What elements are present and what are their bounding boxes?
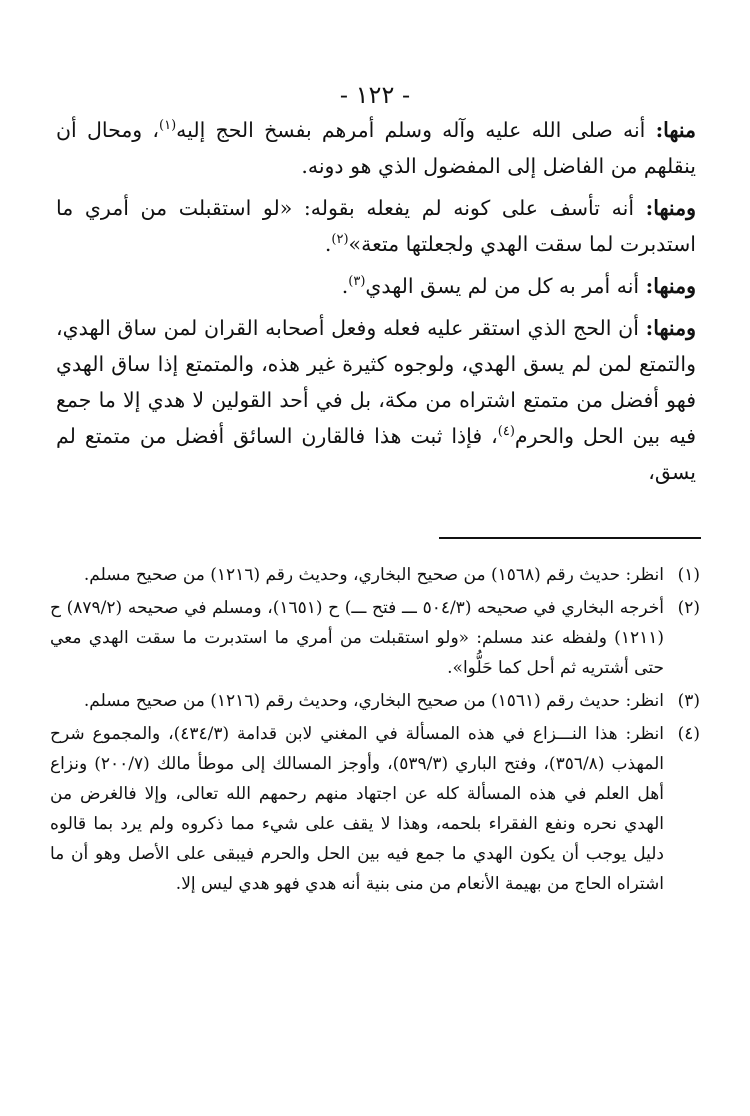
- footnote-text: انظر: حديث رقم (١٥٦٨) من صحيح البخاري، وحديث رقم (١٢١٦) من صحيح مسلم.: [83, 565, 664, 585]
- footnote-number: (٣): [677, 691, 700, 711]
- footnote-number: (٢): [677, 598, 700, 618]
- paragraph-text: .: [341, 274, 349, 298]
- paragraph-lead: ومنها:: [645, 316, 696, 340]
- main-text: [56, 112, 696, 496]
- paragraph: [56, 268, 696, 304]
- footnote-ref: (٤): [497, 424, 515, 440]
- footnote-ref: (٣): [348, 274, 366, 290]
- footnote-separator: [439, 537, 701, 539]
- paragraph: [56, 190, 696, 262]
- footnote-text: انظر: حديث رقم (١٥٦١) من صحيح البخاري، وحديث رقم (١٢١٦) من صحيح مسلم.: [83, 691, 664, 711]
- page-number: - ١٢٢ -: [339, 81, 411, 109]
- footnote-text: أخرجه البخاري في صحيحه (٥٠٤/٣ ـــ فتح ـــ) ح (١٦٥١)، ومسلم في صحيحه (٨٧٩/٢) ح (١٢١١) ولفظه عند مسلم: «ولو استقبلت من أمري ما استدبرت ما سقت الهدي معي حتى أشتريه ثم أحل كما حَلُّوا».: [50, 598, 664, 678]
- paragraph-lead: ومنها:: [645, 274, 696, 298]
- footnote-ref: (٢): [331, 232, 349, 248]
- footnote-text: انظر: هذا النـــزاع في هذه المسألة في المغني لابن قدامة (٤٣٤/٣)، والمجموع شرح المهذب (٣٥٦/٨)، وفتح الباري (٥٣٩/٣)، وأوجز المسالك إلى موطأ مالك (٢٠٠/٧) ونزاع أهل العلم في هذه المسألة كله عن اجتهاد منهم رحمهم الله تعالى، وإلا فالغرض من الهدي نحره ونفع الفقراء بلحمه، وهذا لا يقف على شيء مما ذكروه ولم يرد بما قالوه دليل يوجب أن يكون الهدي ما جمع فيه بين الحل والحرم فيبقى على الأصل وهو أن ما اشتراه الحاج من بهيمة الأنعام من منى بنية أنه هدي فهو هدي ليس إلا.: [50, 724, 665, 894]
- footnote-number: (٤): [677, 724, 700, 744]
- paragraph-text: أن الحج الذي استقر عليه فعله وفعل أصحابه القران لمن ساق الهدي، والتمتع لمن لم يسق الهدي، ولوجوه كثيرة غير هذه، والمتمتع إذا ساق الهدي فهو أفضل من متمتع اشتراه من مكة، بل في أحد القولين لا هدي إلا ما جمع فيه بين الحل والحرم: [56, 316, 696, 448]
- footnote-ref: (١): [159, 118, 177, 134]
- paragraph-lead: ومنها:: [645, 196, 696, 220]
- paragraph-text: .: [324, 232, 332, 256]
- paragraph-text: أنه أمر به كل من لم يسق الهدي: [365, 274, 646, 298]
- paragraph: [56, 310, 696, 490]
- footnotes: [50, 560, 700, 902]
- paragraph-text: أنه تأسف على كونه لم يفعله بقوله: «لو استقبلت من أمري ما استدبرت لما سقت الهدي ولجعلتها متعة»: [56, 196, 696, 256]
- footnote: [50, 719, 700, 899]
- paragraph-lead: منها:: [655, 118, 697, 142]
- paragraph-text: ، ومحال أن ينقلهم من الفاضل إلى المفضول الذي هو دونه.: [56, 118, 696, 178]
- paragraph: [56, 112, 696, 184]
- footnote: [50, 560, 700, 590]
- paragraph-text: أنه صلى الله عليه وآله وسلم أمرهم بفسخ الحج إليه: [176, 118, 656, 142]
- paragraph-text: ، فإذا ثبت هذا فالقارن السائق أفضل من متمتع لم يسق،: [56, 424, 696, 484]
- footnote: [50, 593, 700, 683]
- footnote: [50, 686, 700, 716]
- footnote-number: (١): [677, 565, 700, 585]
